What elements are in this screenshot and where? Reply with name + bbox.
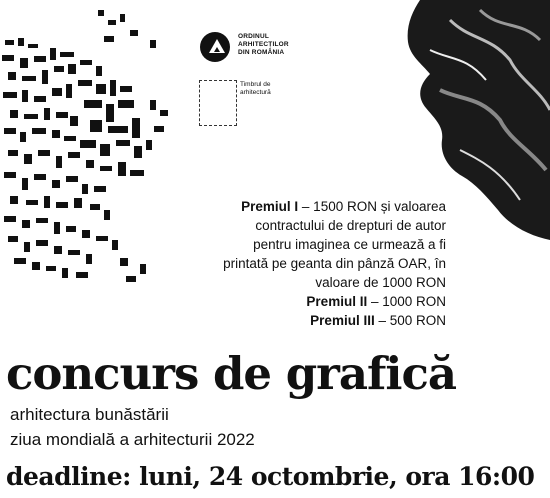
prize-first: Premiul I – 1500 RON și valoarea [241,199,446,214]
oar-logo-mark [200,32,230,62]
page-title: concurs de grafică [6,347,457,400]
city-map-illustration [0,0,200,300]
prize-second: Premiul II – 1000 RON [306,294,446,309]
stamp-placeholder [199,80,237,126]
prize-third: Premiul III – 500 RON [310,313,446,328]
oar-logo-text: ORDINUL ARHITECȚILOR DIN ROMÂNIA [238,33,289,56]
stamp-label: Timbrul de arhitectură [240,81,271,96]
prizes-block: Premiul I – 1500 RON și valoarea contractului de drepturi de autor pentru imaginea ce urmează a fi printată pe geanta din pânză OAR, în valoare de 1000 RON Premiul II – 1000 RON Premiul III – 500 RON [223,199,446,328]
oar-logo [198,30,318,70]
deadline-text: deadline: luni, 24 octombrie, ora 16:00 [6,462,535,491]
subtitle-theme: arhitectura bunăstării [10,405,169,424]
subtitle-event: ziua mondială a arhitecturii 2022 [10,430,255,449]
